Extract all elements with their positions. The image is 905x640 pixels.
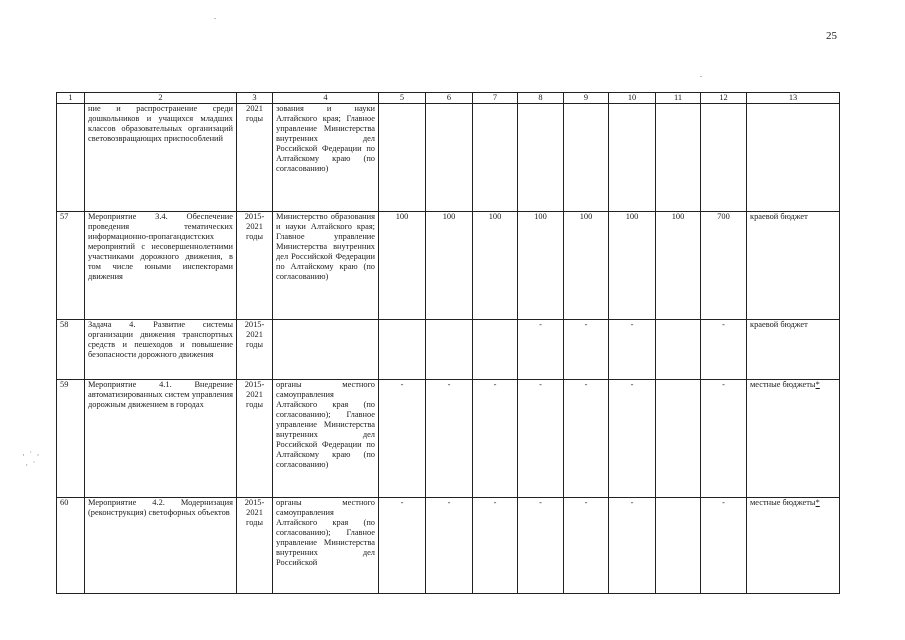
- row-number-cell: 60: [57, 498, 85, 594]
- value-cell: [379, 320, 426, 380]
- period-line: годы: [245, 400, 264, 409]
- column-header: 10: [609, 93, 656, 104]
- measure-cell: Мероприятие 4.2. Модернизация (реконструкция) светофорных объектов: [85, 498, 237, 594]
- value-cell: -: [701, 320, 747, 380]
- period-cell: [237, 380, 273, 498]
- value-cell: -: [701, 498, 747, 594]
- column-header: 3: [237, 93, 273, 104]
- table-row: [57, 320, 840, 380]
- column-number-row: [57, 93, 840, 104]
- table-row: [57, 498, 840, 594]
- value-cell: -: [518, 380, 564, 498]
- period-line: 2015-: [244, 320, 265, 329]
- period-line: 2021: [246, 104, 263, 113]
- row-number-cell: 57: [57, 212, 85, 320]
- value-cell: [426, 104, 473, 212]
- funding-source-cell: [747, 380, 840, 498]
- measure-cell: Мероприятие 3.4. Обеспечение проведения тематических информационно-пропагандистских мероприятий с несовершеннолетними участниками дорожного движения, в том числе юными инспекторами движения: [85, 212, 237, 320]
- value-cell: [656, 380, 701, 498]
- value-cell: [473, 104, 518, 212]
- funding-source-cell: [747, 212, 840, 320]
- value-cell: [656, 104, 701, 212]
- measure-cell: Мероприятие 4.1. Внедрение автоматизированных систем управления дорожным движением в городах: [85, 380, 237, 498]
- value-cell: [473, 320, 518, 380]
- scan-artifact: [214, 18, 216, 19]
- value-cell: -: [379, 498, 426, 594]
- period-line: годы: [245, 114, 264, 123]
- value-cell: [701, 104, 747, 212]
- value-cell: -: [473, 498, 518, 594]
- period-cell: [237, 104, 273, 212]
- period-line: годы: [245, 340, 264, 349]
- column-header: 2: [85, 93, 237, 104]
- column-header: 4: [273, 93, 379, 104]
- value-cell: -: [564, 320, 609, 380]
- column-header: 1: [57, 93, 85, 104]
- scan-artifact: · ˙ · · ˙: [22, 450, 41, 470]
- value-cell: -: [609, 320, 656, 380]
- footnote-link[interactable]: *: [815, 498, 820, 507]
- column-header: 5: [379, 93, 426, 104]
- period-cell: [237, 320, 273, 380]
- executor-cell: [273, 320, 379, 380]
- column-header: 8: [518, 93, 564, 104]
- period-line: годы: [245, 232, 264, 241]
- funding-source-text: местные бюджеты: [750, 498, 816, 507]
- row-number-cell: 59: [57, 380, 85, 498]
- value-cell: -: [564, 380, 609, 498]
- executor-cell: Министерство образования и науки Алтайского края; Главное управление Министерства внутренних дел Российской Федерации по Алтайскому краю (по согласованию): [273, 212, 379, 320]
- value-cell: -: [518, 320, 564, 380]
- value-cell: 100: [379, 212, 426, 320]
- funding-source-text: краевой бюджет: [750, 320, 808, 329]
- value-cell: [656, 498, 701, 594]
- funding-source-text: краевой бюджет: [750, 212, 808, 221]
- period-line: 2015-: [244, 380, 265, 389]
- funding-source-cell: [747, 320, 840, 380]
- measure-cell: Задача 4. Развитие системы организации движения транспортных средств и пешеходов и повышение безопасности дорожного движения: [85, 320, 237, 380]
- value-cell: 100: [609, 212, 656, 320]
- period-line: 2015-: [244, 498, 265, 507]
- page-number: 25: [826, 30, 837, 42]
- column-header: 13: [747, 93, 840, 104]
- table-row: [57, 104, 840, 212]
- value-cell: -: [564, 498, 609, 594]
- value-cell: 700: [701, 212, 747, 320]
- period-line: 2021: [246, 330, 263, 339]
- value-cell: [564, 104, 609, 212]
- period-cell: [237, 212, 273, 320]
- footnote-link[interactable]: *: [815, 380, 820, 389]
- period-line: 2021: [246, 508, 263, 517]
- executor-cell: органы местного самоуправления Алтайского края (по согласованию); Главное управление Министерства внутренних дел Российской Федерации по Алтайскому краю (по согласованию): [273, 380, 379, 498]
- period-cell: [237, 498, 273, 594]
- value-cell: -: [473, 380, 518, 498]
- table-row: [57, 380, 840, 498]
- table-row: [57, 212, 840, 320]
- column-header: 7: [473, 93, 518, 104]
- column-header: 11: [656, 93, 701, 104]
- column-header: 6: [426, 93, 473, 104]
- value-cell: 100: [473, 212, 518, 320]
- value-cell: -: [426, 498, 473, 594]
- funding-source-cell: [747, 104, 840, 212]
- value-cell: [379, 104, 426, 212]
- row-number-cell: [57, 104, 85, 212]
- row-number-cell: 58: [57, 320, 85, 380]
- value-cell: -: [701, 380, 747, 498]
- value-cell: -: [609, 380, 656, 498]
- value-cell: [426, 320, 473, 380]
- value-cell: -: [518, 498, 564, 594]
- value-cell: [656, 320, 701, 380]
- period-line: 2021: [246, 222, 263, 231]
- scan-artifact: [700, 76, 702, 77]
- executor-cell: зования и науки Алтайского края; Главное управление Министерства внутренних дел Российской Федерации по Алтайскому краю (по согласованию): [273, 104, 379, 212]
- funding-source-text: местные бюджеты: [750, 380, 816, 389]
- value-cell: 100: [518, 212, 564, 320]
- period-line: 2015-: [244, 212, 265, 221]
- value-cell: 100: [656, 212, 701, 320]
- value-cell: -: [426, 380, 473, 498]
- measures-table: [56, 92, 840, 594]
- column-header: 12: [701, 93, 747, 104]
- executor-cell: органы местного самоуправления Алтайского края (по согласованию); Главное управление Министерства внутренних дел Российской: [273, 498, 379, 594]
- period-line: годы: [245, 518, 264, 527]
- funding-source-cell: [747, 498, 840, 594]
- period-line: 2021: [246, 390, 263, 399]
- value-cell: -: [609, 498, 656, 594]
- value-cell: -: [379, 380, 426, 498]
- column-header: 9: [564, 93, 609, 104]
- value-cell: [518, 104, 564, 212]
- value-cell: [609, 104, 656, 212]
- measure-cell: ние и распространение среди дошкольников и учащихся младших классов образовательных организаций световозвращающих приспособлений: [85, 104, 237, 212]
- value-cell: 100: [564, 212, 609, 320]
- value-cell: 100: [426, 212, 473, 320]
